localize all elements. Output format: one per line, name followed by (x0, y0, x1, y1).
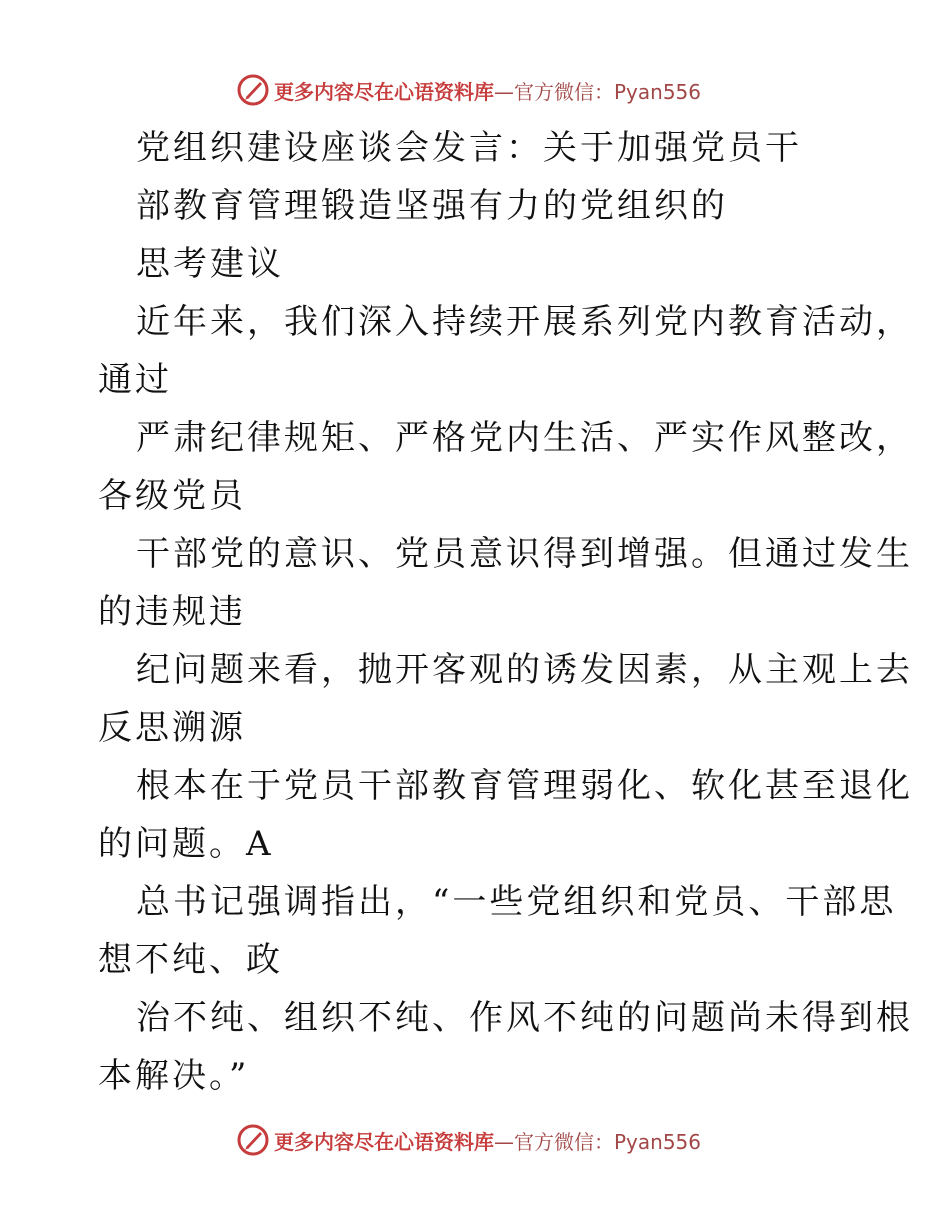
body-line-11: 总书记强调指出，“一些党组织和党员、干部思 (136, 882, 897, 922)
header-watermark-banner (0, 70, 950, 110)
footer-watermark-content (236, 1122, 701, 1158)
body-line-13: 治不纯、组织不纯、作风不纯的问题尚未得到根 (136, 998, 913, 1038)
quill-pen-circle-icon (236, 1123, 270, 1157)
body-line-6: 的违规违 (98, 592, 246, 632)
body-line-1: 近年来，我们深入持续开展系列党内教育活动， (136, 302, 913, 342)
body-line-4: 各级党员 (98, 476, 246, 516)
watermark-site-text: 更多内容尽在心语资料库 (274, 1129, 494, 1154)
body-line-7: 纪问题来看，抛开客观的诱发因素，从主观上去 (136, 650, 913, 690)
body-line-10: 的问题。A (98, 824, 274, 864)
body-line-14: 本解决。” (98, 1056, 250, 1096)
body-line-5: 干部党的意识、党员意识得到增强。但通过发生 (136, 534, 913, 574)
body-line-2: 通过 (98, 360, 172, 400)
body-line-9: 根本在于党员干部教育管理弱化、软化甚至退化 (136, 766, 913, 806)
body-line-8: 反思溯源 (98, 708, 246, 748)
doc-title-line-3: 思考建议 (136, 244, 284, 284)
quill-pen-circle-icon (236, 73, 270, 107)
watermark-wechat-text: —官方微信：Pyan556 (494, 1129, 702, 1154)
body-line-3: 严肃纪律规矩、严格党内生活、严实作风整改， (136, 418, 913, 458)
header-watermark-content (236, 72, 701, 108)
body-line-12: 想不纯、政 (98, 940, 283, 980)
footer-watermark-banner (0, 1120, 950, 1160)
watermark-site-text: 更多内容尽在心语资料库 (274, 79, 494, 104)
doc-title-line-1: 党组织建设座谈会发言：关于加强党员干 (136, 128, 802, 168)
watermark-wechat-text: —官方微信：Pyan556 (494, 79, 702, 104)
doc-title-line-2: 部教育管理锻造坚强有力的党组织的 (136, 186, 728, 226)
